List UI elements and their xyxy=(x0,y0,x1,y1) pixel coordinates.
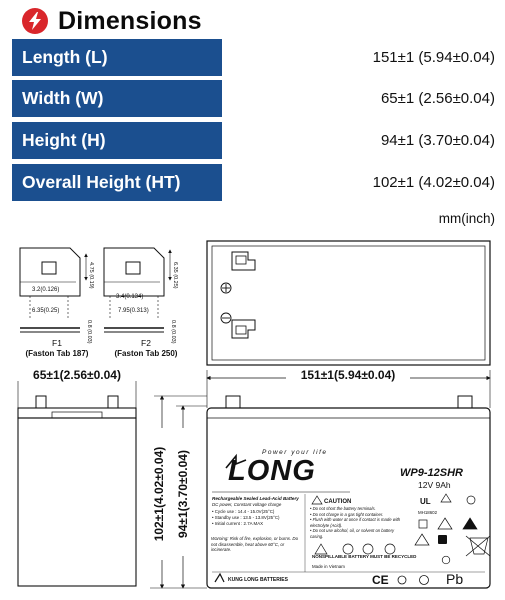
f2-hole-dim: 3.4(0.134) xyxy=(116,294,144,300)
desc-warning: Warning: Risk of fire, explosion, or burns. Do not disassemble, heat above 60°C, or incinerate. xyxy=(211,536,299,553)
corrosive-warning-icon xyxy=(463,518,477,529)
spec-row-width xyxy=(12,80,497,117)
caution-box xyxy=(310,506,408,550)
caution-item: • Flush with water at once if contact is made with electrolyte (Acid). xyxy=(310,517,401,528)
explosive-warning-icon xyxy=(438,518,452,529)
f1-name: F1 xyxy=(52,338,62,348)
top-view-drawing xyxy=(207,241,490,365)
maker-logo-icon xyxy=(215,574,224,582)
length-dim-text: 151±1(5.94±0.04) xyxy=(300,368,396,382)
ul-mark-icon: UL xyxy=(420,497,431,506)
unit-note: mm(inch) xyxy=(438,211,495,226)
read-manual-icon xyxy=(419,520,427,528)
f1-hole-dim: 3.2(0.126) xyxy=(32,287,60,293)
desc-standby: • Standby use : 13.5 - 13.8V(25°C) xyxy=(212,515,280,520)
caution-item: • Do not use alcohol, oil, or solvent on battery casing. xyxy=(310,528,395,539)
spec-label-bar xyxy=(12,80,222,117)
bolt-glyph xyxy=(27,12,43,30)
maker-name: KUNG LONG BATTERIES xyxy=(228,577,288,583)
spec-name: Height (H) xyxy=(22,130,106,150)
f1-thickness-dim: 0.8 (0.03) xyxy=(86,320,92,344)
f2-name: F2 xyxy=(141,338,151,348)
ce-mark: CE xyxy=(372,573,389,587)
bolt-icon xyxy=(22,8,48,34)
f2-caption: (Faston Tab 250) xyxy=(114,349,178,358)
model-rating: 12V 9Ah xyxy=(418,480,451,490)
caution-item: • Do not charge in a gas tight container. xyxy=(310,511,384,517)
desc-sub: DC power, Constant voltage charge xyxy=(212,502,282,507)
nonspill-text: NONSPILLABLE BATTERY MUST BE RECYCLED xyxy=(312,554,417,559)
page-title: Dimensions xyxy=(58,6,202,35)
recycle-arrows-icon xyxy=(420,576,429,585)
acid-warning-icon xyxy=(415,534,429,545)
f1-width-dim: 6.35(0.25) xyxy=(32,308,60,314)
spec-name: Width (W) xyxy=(22,88,104,108)
f1-caption: (Faston Tab 187) xyxy=(25,349,89,358)
desc-cycle: • Cycle use : 14.4 - 15.0V(25°C) xyxy=(212,509,275,514)
width-dim-text: 65±1(2.56±0.04) xyxy=(33,368,121,382)
desc-title: Rechargeable Sealed Lead-Acid Battery xyxy=(212,496,299,501)
technical-drawing xyxy=(0,232,505,600)
pbsb-icon xyxy=(467,496,475,504)
spec-row-overall-height xyxy=(12,164,497,201)
brand-tagline: Power your life xyxy=(262,449,328,456)
origin-text: Made in Vietnam xyxy=(312,564,345,569)
fire-warning-icon xyxy=(438,535,447,544)
title-row xyxy=(22,4,202,38)
caution-item: • Do not short the battery terminals. xyxy=(310,506,376,511)
overall-height-dim-text: 102±1(4.02±0.04) xyxy=(152,446,166,542)
recycle-icon xyxy=(441,494,451,502)
spec-label-bar xyxy=(12,122,222,159)
spec-value: 94±1 (3.70±0.04) xyxy=(380,132,495,149)
spec-value: 151±1 (5.94±0.04) xyxy=(372,49,495,66)
f2-height-dim: 6.35 (0.25) xyxy=(172,262,178,289)
spec-value: 102±1 (4.02±0.04) xyxy=(372,174,495,191)
spec-value: 65±1 (2.56±0.04) xyxy=(380,90,495,107)
pb-mark: Pb xyxy=(446,571,464,587)
brand-logo: LONG xyxy=(228,455,316,487)
no-flame-icon xyxy=(442,556,450,564)
f2-thickness-dim: 0.8 (0.03) xyxy=(170,320,176,344)
spec-row-height xyxy=(12,122,497,159)
spec-name: Overall Height (HT) xyxy=(22,172,181,192)
terminal-f2-drawing xyxy=(104,248,170,332)
caution-icon xyxy=(312,496,322,504)
height-dim-text: 94±1(3.70±0.04) xyxy=(176,450,190,538)
spec-name: Length (L) xyxy=(22,47,108,67)
desc-current: • Initial current : 2.7A MAX xyxy=(212,521,264,526)
spec-label-bar xyxy=(12,39,222,76)
desc-warning-box xyxy=(211,536,303,566)
mh-number: MH18602 xyxy=(418,510,438,515)
caution-title: CAUTION xyxy=(324,499,352,505)
spec-label-bar xyxy=(12,164,222,201)
side-view-drawing xyxy=(18,396,136,586)
f1-height-dim: 4.75 (0.19) xyxy=(88,262,94,289)
model-number: WP9-12SHR xyxy=(400,467,463,479)
spec-row-length xyxy=(12,39,497,76)
f2-width-dim: 7.95(0.313) xyxy=(118,308,149,314)
recycle-small-icon xyxy=(398,576,406,584)
